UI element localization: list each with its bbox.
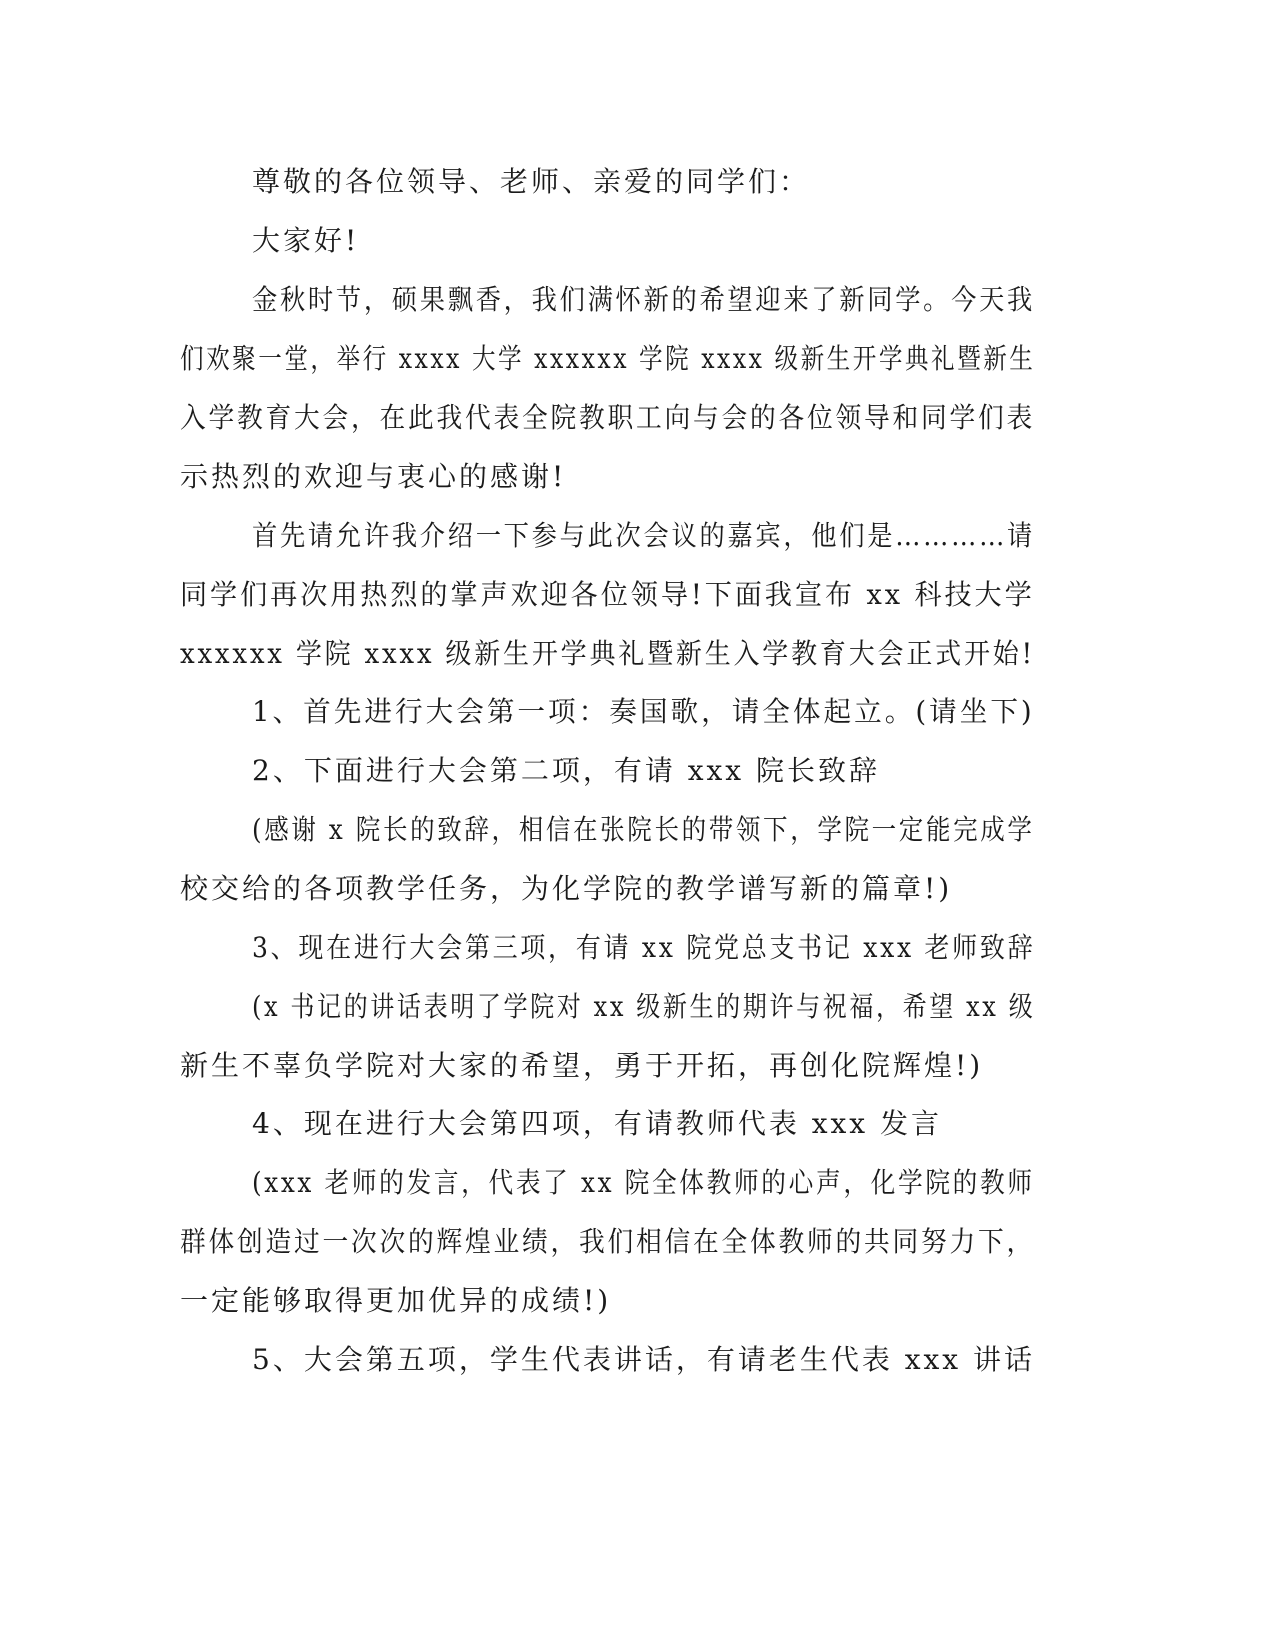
paragraph-line: xxxxxx 学院 xxxx 级新生开学典礼暨新生入学教育大会正式开始! bbox=[180, 637, 1035, 670]
agenda-item-3: 3、现在进行大会第三项，有请 xx 院党总支书记 xxx 老师致辞 bbox=[252, 931, 1036, 964]
agenda-item-1: 1、首先进行大会第一项：奏国歌，请全体起立。(请坐下) bbox=[252, 695, 1035, 728]
paragraph-line: 示热烈的欢迎与衷心的感谢! bbox=[180, 460, 567, 493]
agenda-item-2: 2、下面进行大会第二项，有请 xxx 院长致辞 bbox=[252, 754, 880, 787]
paragraph-line: 群体创造过一次次的辉煌业绩，我们相信在全体教师的共同努力下， bbox=[180, 1225, 1036, 1258]
paragraph-line: 新生不辜负学院对大家的希望，勇于开拓，再创化院辉煌!) bbox=[180, 1049, 984, 1082]
greeting-line: 大家好! bbox=[252, 224, 360, 257]
paragraph-line: 校交给的各项教学任务，为化学院的教学谱写新的篇章!) bbox=[180, 872, 953, 905]
paragraph-line: (x 书记的讲话表明了学院对 xx 级新生的期许与祝福，希望 xx 级 bbox=[252, 990, 1036, 1023]
paragraph-line: 同学们再次用热烈的掌声欢迎各位领导!下面我宣布 xx 科技大学 bbox=[180, 578, 1035, 611]
paragraph-line: 金秋时节，硕果飘香，我们满怀新的希望迎来了新同学。今天我 bbox=[252, 283, 1036, 316]
paragraph-line: 入学教育大会，在此我代表全院教职工向与会的各位领导和同学们表 bbox=[180, 401, 1036, 434]
salutation-line: 尊敬的各位领导、老师、亲爱的同学们： bbox=[252, 165, 811, 198]
agenda-item-5: 5、大会第五项，学生代表讲话，有请老生代表 xxx 讲话 bbox=[252, 1343, 1035, 1376]
agenda-item-4: 4、现在进行大会第四项，有请教师代表 xxx 发言 bbox=[252, 1107, 942, 1140]
paragraph-line: (xxx 老师的发言，代表了 xx 院全体教师的心声，化学院的教师 bbox=[252, 1166, 1035, 1199]
paragraph-line: 们欢聚一堂，举行 xxxx 大学 xxxxxx 学院 xxxx 级新生开学典礼暨新生 bbox=[180, 342, 1036, 375]
paragraph-line: (感谢 x 院长的致辞，相信在张院长的带领下，学院一定能完成学 bbox=[252, 813, 1035, 846]
paragraph-line: 一定能够取得更加优异的成绩!) bbox=[180, 1284, 612, 1317]
paragraph-line: 首先请允许我介绍一下参与此次会议的嘉宾，他们是…………请 bbox=[252, 519, 1036, 552]
